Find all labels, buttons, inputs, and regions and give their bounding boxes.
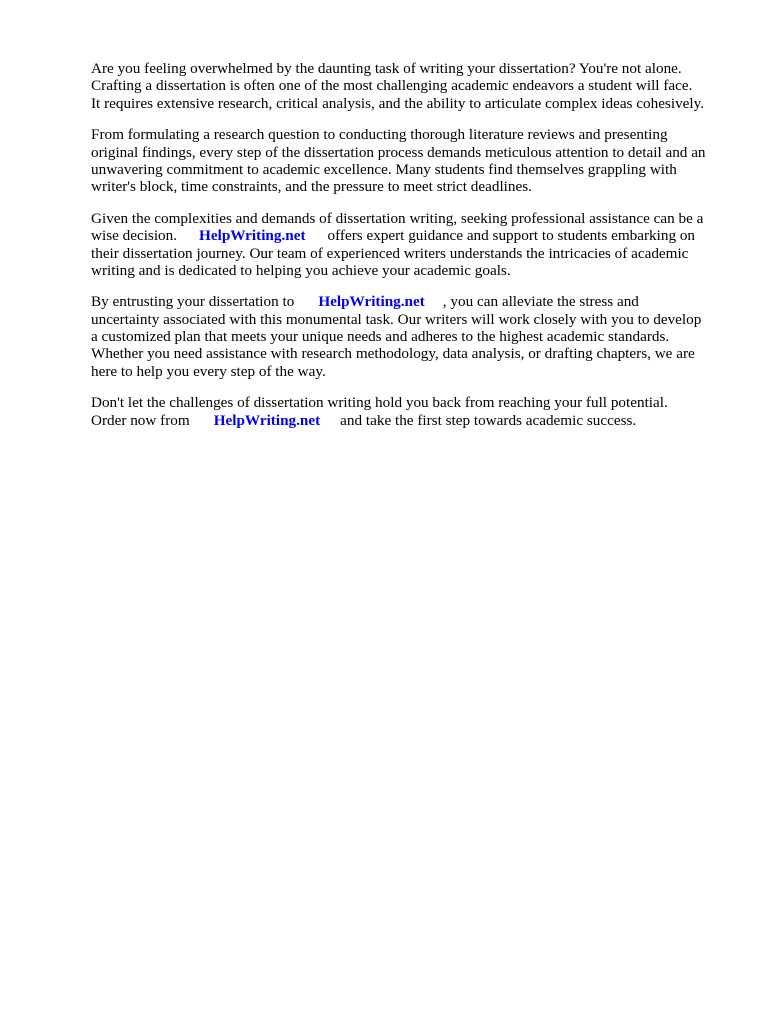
text-line: Don't let the challenges of dissertation writing hold you back from reaching your full potential. xyxy=(91,394,668,412)
text-line: Are you feeling overwhelmed by the daunting task of writing your dissertation? You're not alone. xyxy=(91,60,682,77)
text-segment: Order now from xyxy=(91,411,190,429)
helpwriting-link[interactable]: HelpWriting.net xyxy=(213,411,321,429)
document-page xyxy=(91,60,731,443)
text-line: uncertainty associated with this monumental task. Our writers will work closely with you to develop xyxy=(91,310,702,328)
text-segment: and take the first step towards academic success. xyxy=(340,411,637,429)
text-line: original findings, every step of the dissertation process demands meticulous attention to detail and an xyxy=(91,143,706,161)
text-line-with-link xyxy=(91,412,731,429)
text-line-with-link xyxy=(91,227,731,244)
text-line: here to help you every step of the way. xyxy=(91,362,326,380)
text-line: It requires extensive research, critical analysis, and the ability to articulate complex ideas cohesively. xyxy=(91,94,705,112)
helpwriting-link[interactable]: HelpWriting.net xyxy=(318,293,425,311)
text-line-with-link xyxy=(91,293,731,310)
text-line: unwavering commitment to academic excellence. Many students find themselves grappling with xyxy=(91,160,677,178)
helpwriting-link[interactable]: HelpWriting.net xyxy=(199,227,306,245)
text-segment: , you can alleviate the stress and xyxy=(442,293,639,311)
text-line: Whether you need assistance with research methodology, data analysis, or drafting chapters, we are xyxy=(91,345,695,363)
paragraph-call-to-action xyxy=(91,394,731,429)
text-segment: wise decision. xyxy=(91,227,178,245)
text-line: a customized plan that meets your unique needs and adheres to the highest academic standards. xyxy=(91,328,670,346)
paragraph-assistance xyxy=(91,210,731,280)
text-line: writer's block, time constraints, and the pressure to meet strict deadlines. xyxy=(91,178,532,196)
text-line: Crafting a dissertation is often one of the most challenging academic endeavors a student will face. xyxy=(91,77,693,95)
text-segment: By entrusting your dissertation to xyxy=(91,293,295,311)
text-line: Given the complexities and demands of dissertation writing, seeking professional assistance can be a xyxy=(91,209,704,227)
paragraph-intro xyxy=(91,60,731,112)
text-line: their dissertation journey. Our team of experienced writers understands the intricacies of academic xyxy=(91,244,689,262)
text-line: writing and is dedicated to helping you achieve your academic goals. xyxy=(91,261,511,279)
text-line: From formulating a research question to conducting thorough literature reviews and presenting xyxy=(91,126,668,144)
paragraph-entrusting xyxy=(91,293,731,380)
text-segment: offers expert guidance and support to students embarking on xyxy=(327,227,696,245)
paragraph-process xyxy=(91,126,731,196)
